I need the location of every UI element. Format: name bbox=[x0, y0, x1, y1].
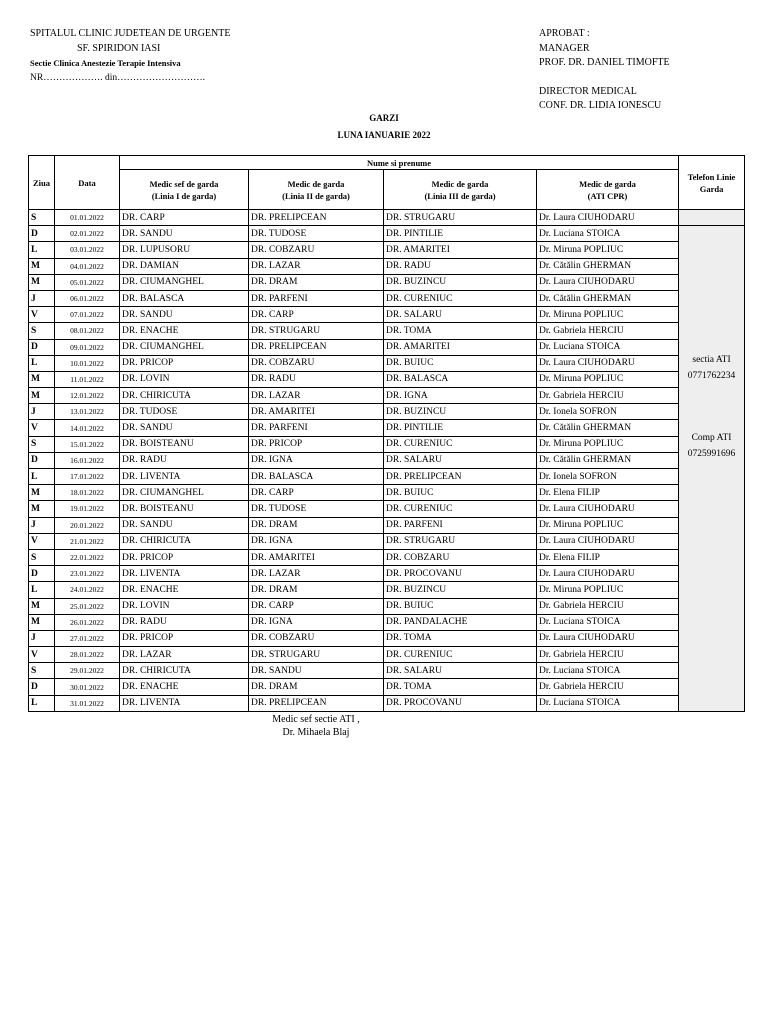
row-line2-doctor: DR. PARFENI bbox=[249, 420, 384, 436]
row-date: 14.01.2022 bbox=[55, 420, 120, 436]
header-line2-title: Medic de garda bbox=[287, 178, 345, 189]
phone-2-number: 0725991696 bbox=[687, 449, 736, 460]
row-line1-doctor: DR. CIUMANGHEL bbox=[120, 274, 249, 290]
row-line1-doctor: DR. TUDOSE bbox=[120, 404, 249, 420]
row-date: 17.01.2022 bbox=[55, 469, 120, 485]
header-line4-title: Medic de garda bbox=[579, 178, 636, 189]
row-line4-doctor: Dr. Cătălin GHERMAN bbox=[537, 420, 679, 436]
header-line2 bbox=[249, 170, 384, 210]
row-line1-doctor: DR. CHIRICUTA bbox=[120, 663, 249, 679]
row-line3-doctor: DR. IGNA bbox=[384, 388, 537, 404]
header-line3 bbox=[384, 170, 537, 210]
row-date: 30.01.2022 bbox=[55, 679, 120, 695]
row-line2-doctor: DR. STRUGARU bbox=[249, 647, 384, 663]
header-date: Data bbox=[55, 156, 120, 210]
row-line1-doctor: DR. SANDU bbox=[120, 307, 249, 323]
table-row bbox=[29, 436, 745, 452]
table-row bbox=[29, 679, 745, 695]
row-date: 20.01.2022 bbox=[55, 517, 120, 533]
row-day: V bbox=[29, 420, 55, 436]
row-day: V bbox=[29, 647, 55, 663]
row-line4-doctor: Dr. Gabriela HERCIU bbox=[537, 598, 679, 614]
row-line2-doctor: DR. DRAM bbox=[249, 679, 384, 695]
row-line1-doctor: DR. ENACHE bbox=[120, 679, 249, 695]
row-line4-doctor: Dr. Miruna POPLIUC bbox=[537, 242, 679, 258]
row-date: 09.01.2022 bbox=[55, 339, 120, 355]
row-date: 22.01.2022 bbox=[55, 549, 120, 565]
table-row bbox=[29, 549, 745, 565]
row-date: 15.01.2022 bbox=[55, 436, 120, 452]
row-line4-doctor: Dr. Luciana STOICA bbox=[537, 614, 679, 630]
row-line1-doctor: DR. BOISTEANU bbox=[120, 436, 249, 452]
row-line3-doctor: DR. STRUGARU bbox=[384, 210, 537, 226]
row-line3-doctor: DR. TOMA bbox=[384, 679, 537, 695]
row-line3-doctor: DR. BALASCA bbox=[384, 371, 537, 387]
row-line3-doctor: DR. TOMA bbox=[384, 630, 537, 646]
phone-cell bbox=[679, 226, 745, 712]
table-row bbox=[29, 582, 745, 598]
table-row bbox=[29, 388, 745, 404]
row-line1-doctor: DR. LOVIN bbox=[120, 371, 249, 387]
row-line3-doctor: DR. BUZINCU bbox=[384, 582, 537, 598]
phone-1-label: sectia ATI bbox=[692, 355, 731, 366]
row-line3-doctor: DR. PINTILIE bbox=[384, 226, 537, 242]
row-date: 07.01.2022 bbox=[55, 307, 120, 323]
row-date: 31.01.2022 bbox=[55, 695, 120, 711]
row-day: S bbox=[29, 436, 55, 452]
row-day: S bbox=[29, 663, 55, 679]
row-line2-doctor: DR. LAZAR bbox=[249, 566, 384, 582]
row-date: 04.01.2022 bbox=[55, 258, 120, 274]
phone-1-number: 0771762234 bbox=[687, 371, 736, 382]
row-line4-doctor: Dr. Laura CIUHODARU bbox=[537, 566, 679, 582]
row-line4-doctor: Dr. Cătălin GHERMAN bbox=[537, 258, 679, 274]
row-line3-doctor: DR. PARFENI bbox=[384, 517, 537, 533]
table-row bbox=[29, 290, 745, 306]
row-day: S bbox=[29, 210, 55, 226]
table-row bbox=[29, 533, 745, 549]
row-date: 06.01.2022 bbox=[55, 290, 120, 306]
manager-title: MANAGER bbox=[539, 42, 590, 54]
row-line2-doctor: DR. AMARITEI bbox=[249, 404, 384, 420]
header-names-group: Nume si prenume bbox=[120, 156, 679, 170]
row-line4-doctor: Dr. Luciana STOICA bbox=[537, 226, 679, 242]
row-line1-doctor: DR. CHIRICUTA bbox=[120, 388, 249, 404]
row-day: M bbox=[29, 371, 55, 387]
row-line3-doctor: DR. STRUGARU bbox=[384, 533, 537, 549]
table-row bbox=[29, 469, 745, 485]
table-row bbox=[29, 339, 745, 355]
row-day: M bbox=[29, 485, 55, 501]
row-day: M bbox=[29, 258, 55, 274]
row-line4-doctor: Dr. Miruna POPLIUC bbox=[537, 307, 679, 323]
row-line4-doctor: Dr. Luciana STOICA bbox=[537, 663, 679, 679]
row-line4-doctor: Dr. Laura CIUHODARU bbox=[537, 274, 679, 290]
row-line4-doctor: Dr. Elena FILIP bbox=[537, 549, 679, 565]
header-phone: Telefon Linie Garda bbox=[679, 156, 745, 210]
row-line4-doctor: Dr. Laura CIUHODARU bbox=[537, 501, 679, 517]
row-line1-doctor: DR. CIUMANGHEL bbox=[120, 339, 249, 355]
row-line3-doctor: DR. PROCOVANU bbox=[384, 566, 537, 582]
table-row bbox=[29, 323, 745, 339]
row-line2-doctor: DR. TUDOSE bbox=[249, 226, 384, 242]
table-row bbox=[29, 210, 745, 226]
schedule-table bbox=[28, 155, 745, 712]
row-line2-doctor: DR. PARFENI bbox=[249, 290, 384, 306]
row-day: L bbox=[29, 242, 55, 258]
row-line1-doctor: DR. DAMIAN bbox=[120, 258, 249, 274]
row-day: S bbox=[29, 549, 55, 565]
row-day: S bbox=[29, 323, 55, 339]
manager-name: PROF. DR. DANIEL TIMOFTE bbox=[539, 57, 670, 68]
row-line1-doctor: DR. LAZAR bbox=[120, 647, 249, 663]
hospital-name: SPITALUL CLINIC JUDETEAN DE URGENTE bbox=[30, 28, 231, 39]
table-row bbox=[29, 355, 745, 371]
row-line2-doctor: DR. PRELIPCEAN bbox=[249, 695, 384, 711]
row-line3-doctor: DR. SALARU bbox=[384, 663, 537, 679]
row-line3-doctor: DR. BUIUC bbox=[384, 598, 537, 614]
row-line1-doctor: DR. LIVENTA bbox=[120, 469, 249, 485]
row-day: D bbox=[29, 679, 55, 695]
row-line2-doctor: DR. COBZARU bbox=[249, 630, 384, 646]
row-line3-doctor: DR. AMARITEI bbox=[384, 242, 537, 258]
row-line4-doctor: Dr. Laura CIUHODARU bbox=[537, 533, 679, 549]
row-line2-doctor: DR. COBZARU bbox=[249, 242, 384, 258]
row-line3-doctor: DR. PRELIPCEAN bbox=[384, 469, 537, 485]
row-line2-doctor: DR. DRAM bbox=[249, 274, 384, 290]
row-line4-doctor: Dr. Ionela SOFRON bbox=[537, 469, 679, 485]
row-line2-doctor: DR. DRAM bbox=[249, 517, 384, 533]
phone-2-label: Comp ATI bbox=[691, 433, 732, 444]
row-date: 26.01.2022 bbox=[55, 614, 120, 630]
row-line2-doctor: DR. PRICOP bbox=[249, 436, 384, 452]
row-date: 12.01.2022 bbox=[55, 388, 120, 404]
row-day: V bbox=[29, 533, 55, 549]
header-line1-sub: (Linia I de garda) bbox=[151, 190, 217, 201]
row-line4-doctor: Dr. Miruna POPLIUC bbox=[537, 517, 679, 533]
row-line3-doctor: DR. BUZINCU bbox=[384, 274, 537, 290]
row-line3-doctor: DR. PINTILIE bbox=[384, 420, 537, 436]
row-day: D bbox=[29, 452, 55, 468]
row-line1-doctor: DR. LUPUSORU bbox=[120, 242, 249, 258]
table-row bbox=[29, 242, 745, 258]
row-line1-doctor: DR. PRICOP bbox=[120, 630, 249, 646]
row-day: M bbox=[29, 614, 55, 630]
row-day: D bbox=[29, 339, 55, 355]
phone-cell-empty bbox=[679, 210, 745, 226]
row-date: 29.01.2022 bbox=[55, 663, 120, 679]
table-row bbox=[29, 371, 745, 387]
signature-name: Dr. Mihaela Blaj bbox=[282, 727, 350, 738]
row-line1-doctor: DR. PRICOP bbox=[120, 549, 249, 565]
row-line2-doctor: DR. IGNA bbox=[249, 614, 384, 630]
row-date: 05.01.2022 bbox=[55, 274, 120, 290]
row-date: 03.01.2022 bbox=[55, 242, 120, 258]
row-line2-doctor: DR. CARP bbox=[249, 485, 384, 501]
row-date: 08.01.2022 bbox=[55, 323, 120, 339]
row-day: D bbox=[29, 226, 55, 242]
table-row bbox=[29, 598, 745, 614]
row-line3-doctor: DR. COBZARU bbox=[384, 549, 537, 565]
row-line2-doctor: DR. DRAM bbox=[249, 582, 384, 598]
row-date: 21.01.2022 bbox=[55, 533, 120, 549]
row-line4-doctor: Dr. Elena FILIP bbox=[537, 485, 679, 501]
row-line4-doctor: Dr. Luciana STOICA bbox=[537, 339, 679, 355]
row-line4-doctor: Dr. Gabriela HERCIU bbox=[537, 388, 679, 404]
row-date: 28.01.2022 bbox=[55, 647, 120, 663]
row-line3-doctor: DR. TOMA bbox=[384, 323, 537, 339]
table-row bbox=[29, 485, 745, 501]
row-date: 23.01.2022 bbox=[55, 566, 120, 582]
row-date: 16.01.2022 bbox=[55, 452, 120, 468]
row-day: V bbox=[29, 307, 55, 323]
row-line3-doctor: DR. BUIUC bbox=[384, 355, 537, 371]
row-line2-doctor: DR. IGNA bbox=[249, 533, 384, 549]
row-line1-doctor: DR. BOISTEANU bbox=[120, 501, 249, 517]
row-line2-doctor: DR. TUDOSE bbox=[249, 501, 384, 517]
table-row bbox=[29, 647, 745, 663]
row-line4-doctor: Dr. Luciana STOICA bbox=[537, 695, 679, 711]
row-line3-doctor: DR. CURENIUC bbox=[384, 501, 537, 517]
row-day: L bbox=[29, 695, 55, 711]
header-line3-title: Medic de garda bbox=[431, 178, 489, 189]
row-date: 18.01.2022 bbox=[55, 485, 120, 501]
row-line4-doctor: Dr. Miruna POPLIUC bbox=[537, 436, 679, 452]
department-name: Sectie Clinica Anestezie Terapie Intensiva bbox=[30, 58, 181, 68]
document-title: GARZI bbox=[369, 113, 399, 123]
header-line2-sub: (Linia II de garda) bbox=[282, 190, 350, 201]
registration-number: NR………………. din………………………. bbox=[30, 72, 205, 83]
row-day: J bbox=[29, 630, 55, 646]
row-line3-doctor: DR. SALARU bbox=[384, 307, 537, 323]
signature-block bbox=[268, 713, 364, 739]
header-line1 bbox=[120, 170, 249, 210]
table-row bbox=[29, 258, 745, 274]
header-line1-title: Medic sef de garda bbox=[149, 178, 219, 189]
row-line2-doctor: DR. PRELIPCEAN bbox=[249, 339, 384, 355]
row-date: 24.01.2022 bbox=[55, 582, 120, 598]
row-line4-doctor: Dr. Cătălin GHERMAN bbox=[537, 452, 679, 468]
row-line1-doctor: DR. SANDU bbox=[120, 420, 249, 436]
row-line4-doctor: Dr. Laura CIUHODARU bbox=[537, 210, 679, 226]
row-line1-doctor: DR. RADU bbox=[120, 452, 249, 468]
director-name: CONF. DR. LIDIA IONESCU bbox=[539, 100, 662, 111]
row-line2-doctor: DR. CARP bbox=[249, 598, 384, 614]
row-day: L bbox=[29, 355, 55, 371]
row-date: 13.01.2022 bbox=[55, 404, 120, 420]
table-row bbox=[29, 517, 745, 533]
table-row bbox=[29, 420, 745, 436]
table-row bbox=[29, 501, 745, 517]
row-line2-doctor: DR. PRELIPCEAN bbox=[249, 210, 384, 226]
row-line2-doctor: DR. CARP bbox=[249, 307, 384, 323]
table-row bbox=[29, 307, 745, 323]
row-line3-doctor: DR. SALARU bbox=[384, 452, 537, 468]
row-line1-doctor: DR. CIUMANGHEL bbox=[120, 485, 249, 501]
row-day: J bbox=[29, 517, 55, 533]
row-line4-doctor: Dr. Gabriela HERCIU bbox=[537, 647, 679, 663]
row-line4-doctor: Dr. Laura CIUHODARU bbox=[537, 355, 679, 371]
row-day: M bbox=[29, 274, 55, 290]
table-row bbox=[29, 695, 745, 711]
hospital-subname: SF. SPIRIDON IASI bbox=[77, 42, 161, 54]
table-row bbox=[29, 274, 745, 290]
row-line3-doctor: DR. PROCOVANU bbox=[384, 695, 537, 711]
row-line1-doctor: DR. BALASCA bbox=[120, 290, 249, 306]
header-line3-sub: (Linia III de garda) bbox=[424, 190, 496, 201]
row-line2-doctor: DR. LAZAR bbox=[249, 258, 384, 274]
row-line3-doctor: DR. PANDALACHE bbox=[384, 614, 537, 630]
row-line2-doctor: DR. RADU bbox=[249, 371, 384, 387]
row-line1-doctor: DR. ENACHE bbox=[120, 582, 249, 598]
row-line1-doctor: DR. LIVENTA bbox=[120, 566, 249, 582]
row-date: 01.01.2022 bbox=[55, 210, 120, 226]
row-line3-doctor: DR. CURENIUC bbox=[384, 290, 537, 306]
table-row bbox=[29, 566, 745, 582]
row-line2-doctor: DR. IGNA bbox=[249, 452, 384, 468]
row-day: M bbox=[29, 501, 55, 517]
row-day: J bbox=[29, 404, 55, 420]
row-line1-doctor: DR. SANDU bbox=[120, 226, 249, 242]
header-day: Ziua bbox=[29, 156, 55, 210]
row-line2-doctor: DR. BALASCA bbox=[249, 469, 384, 485]
table-row bbox=[29, 452, 745, 468]
institution-header bbox=[30, 27, 230, 85]
row-date: 27.01.2022 bbox=[55, 630, 120, 646]
row-day: L bbox=[29, 582, 55, 598]
row-day: M bbox=[29, 388, 55, 404]
approval-block bbox=[539, 27, 670, 114]
row-day: M bbox=[29, 598, 55, 614]
signature-title: Medic sef sectie ATI , bbox=[272, 714, 360, 725]
row-line2-doctor: DR. SANDU bbox=[249, 663, 384, 679]
director-title: DIRECTOR MEDICAL bbox=[539, 85, 637, 97]
row-date: 25.01.2022 bbox=[55, 598, 120, 614]
row-line4-doctor: Dr. Gabriela HERCIU bbox=[537, 679, 679, 695]
row-line3-doctor: DR. CURENIUC bbox=[384, 436, 537, 452]
row-date: 02.01.2022 bbox=[55, 226, 120, 242]
row-day: D bbox=[29, 566, 55, 582]
header-line4 bbox=[537, 170, 679, 210]
row-line1-doctor: DR. LIVENTA bbox=[120, 695, 249, 711]
approved-label: APROBAT : bbox=[539, 28, 590, 39]
row-line1-doctor: DR. RADU bbox=[120, 614, 249, 630]
row-line1-doctor: DR. CHIRICUTA bbox=[120, 533, 249, 549]
row-line1-doctor: DR. SANDU bbox=[120, 517, 249, 533]
document-subtitle: LUNA IANUARIE 2022 bbox=[337, 130, 431, 140]
row-line3-doctor: DR. BUZINCU bbox=[384, 404, 537, 420]
row-line2-doctor: DR. COBZARU bbox=[249, 355, 384, 371]
row-line4-doctor: Dr. Ionela SOFRON bbox=[537, 404, 679, 420]
row-line4-doctor: Dr. Miruna POPLIUC bbox=[537, 582, 679, 598]
row-day: J bbox=[29, 290, 55, 306]
row-day: L bbox=[29, 469, 55, 485]
table-row bbox=[29, 404, 745, 420]
row-line2-doctor: DR. AMARITEI bbox=[249, 549, 384, 565]
row-line4-doctor: Dr. Miruna POPLIUC bbox=[537, 371, 679, 387]
row-line3-doctor: DR. AMARITEI bbox=[384, 339, 537, 355]
row-line2-doctor: DR. LAZAR bbox=[249, 388, 384, 404]
row-line3-doctor: DR. CURENIUC bbox=[384, 647, 537, 663]
row-line1-doctor: DR. PRICOP bbox=[120, 355, 249, 371]
row-date: 19.01.2022 bbox=[55, 501, 120, 517]
header-line4-sub: (ATI CPR) bbox=[587, 190, 628, 201]
row-line1-doctor: DR. CARP bbox=[120, 210, 249, 226]
table-row bbox=[29, 614, 745, 630]
row-date: 10.01.2022 bbox=[55, 355, 120, 371]
row-line1-doctor: DR. LOVIN bbox=[120, 598, 249, 614]
row-line3-doctor: DR. BUIUC bbox=[384, 485, 537, 501]
row-date: 11.01.2022 bbox=[55, 371, 120, 387]
row-line2-doctor: DR. STRUGARU bbox=[249, 323, 384, 339]
row-line4-doctor: Dr. Cătălin GHERMAN bbox=[537, 290, 679, 306]
table-row bbox=[29, 226, 745, 242]
row-line1-doctor: DR. ENACHE bbox=[120, 323, 249, 339]
table-row bbox=[29, 630, 745, 646]
table-row bbox=[29, 663, 745, 679]
row-line4-doctor: Dr. Gabriela HERCIU bbox=[537, 323, 679, 339]
row-line4-doctor: Dr. Laura CIUHODARU bbox=[537, 630, 679, 646]
row-line3-doctor: DR. RADU bbox=[384, 258, 537, 274]
